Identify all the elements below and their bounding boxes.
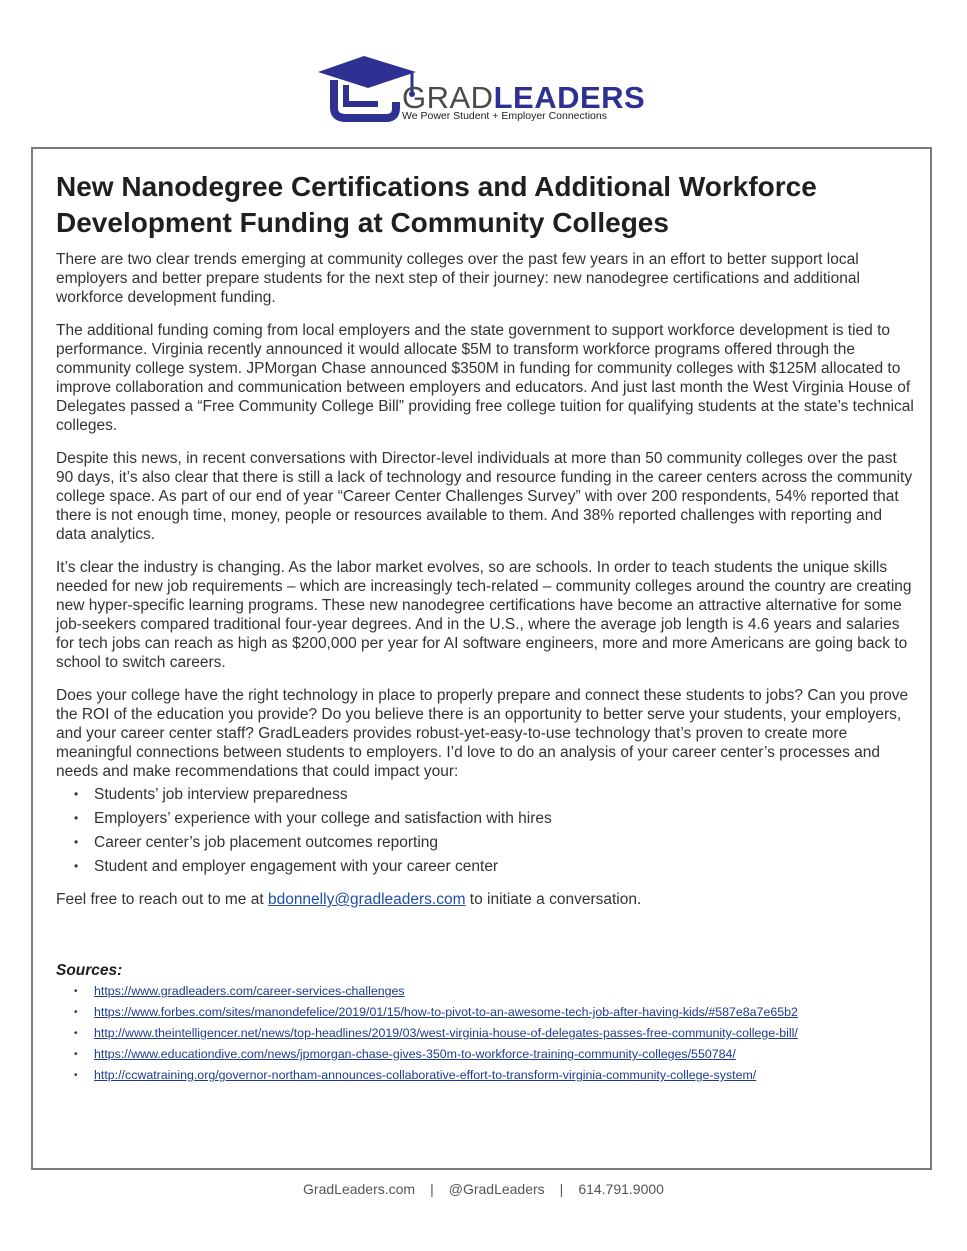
source-link[interactable]: https://www.gradleaders.com/career-services-challenges [94,984,405,998]
list-item-text: Student and employer engagement with your career center [94,858,499,875]
list-item [74,833,914,852]
impact-list [56,785,914,876]
article-title: New Nanodegree Certifications and Additional Workforce Development Funding at Community Colleges [56,171,817,238]
source-item [74,1005,914,1020]
footer-separator: | [559,1181,564,1197]
source-link[interactable]: https://www.educationdive.com/news/jpmorgan-chase-gives-350m-to-workforce-training-community-colleges/550784/ [94,1047,736,1061]
brand-suffix: LEADERS [493,80,646,115]
source-item [74,1026,914,1041]
bullet-icon: • [74,1049,78,1060]
paragraph: It’s clear the industry is changing. As the labor market evolves, so are schools. In order to teach students the unique skills needed for new job requirements – which are increasingly tech-related – community colleges around the country are creating new hyper-specific learning programs. These new nanodegree certifications have become an attractive alternative for some job-seekers compared traditional four-year degrees. And in the U.S., where the average job length is 4.6 years and salaries for tech jobs can reach as high as $200,000 per year for AI software engineers, more and more Americans are going back to school to switch careers. [56,559,912,671]
tagline: We Power Student + Employer Connections [402,110,607,122]
closing-line [56,890,914,909]
list-item-text: Career center’s job placement outcomes reporting [94,834,439,851]
paragraph: Does your college have the right technology in place to properly prepare and connect these students to jobs? Can you prove the ROI of the education you provide? Do you believe there is an opportunity to better serve your students, your employers, and your career center staff? GradLeaders provides robust-yet-easy-to-use technology that’s proven to create more meaningful connections between students to employers. I’d love to do an analysis of your career center’s processes and needs and make recommendations that could impact your: [56,687,909,780]
list-item [74,785,914,804]
source-link[interactable]: http://www.theintelligencer.net/news/top-headlines/2019/03/west-virginia-house-of-delegates-passes-free-community-college-bill/ [94,1026,798,1040]
footer-social: @GradLeaders [448,1181,545,1197]
source-link[interactable]: http://ccwatraining.org/governor-northam-announces-collaborative-effort-to-transform-virginia-community-college-system/ [94,1068,757,1082]
list-item-text: Employers’ experience with your college and satisfaction with hires [94,810,552,827]
footer-website: GradLeaders.com [303,1181,416,1197]
closing-suffix: to initiate a conversation. [465,891,642,908]
source-link[interactable]: https://www.forbes.com/sites/manondefelice/2019/01/15/how-to-pivot-to-an-awesome-tech-job-after-having-kids/#587e8a7e65b2 [94,1005,798,1019]
bullet-icon: • [74,1028,78,1039]
article-body [56,250,914,1089]
bullet-icon: • [74,1070,78,1081]
paragraph: There are two clear trends emerging at community colleges over the past few years in an effort to better support local employers and better prepare students for the next step of their journey: new nanodegree certifications and additional workforce development funding. [56,251,860,306]
footer-phone: 614.791.9000 [578,1181,664,1197]
sources-list [56,984,914,1083]
email-link[interactable]: bdonnelly@gradleaders.com [267,891,466,908]
bullet-icon: • [74,835,79,849]
bullet-icon: • [74,986,78,997]
bullet-icon: • [74,811,79,825]
source-item [74,984,914,999]
bullet-icon: • [74,787,79,801]
brand-prefix: GRAD [402,80,494,115]
page-footer [0,1181,967,1197]
gradleaders-logo [316,52,646,126]
footer-separator: | [430,1181,434,1197]
sources-heading: Sources: [56,962,123,979]
bullet-icon: • [74,1007,78,1018]
list-item [74,809,914,828]
paragraph: Despite this news, in recent conversations with Director-level individuals at more than 50 community colleges over the past 90 days, it’s also clear that there is still a lack of technology and resource funding in the career centers across the community college space. As part of our end of year “Career Center Challenges Survey” with over 200 respondents, 54% reported that there is not enough time, money, people or resources available to them. And 38% reported challenges with reporting and data analytics. [56,450,913,543]
list-item-text: Students’ job interview preparedness [94,786,348,803]
list-item [74,857,914,876]
bullet-icon: • [74,859,79,873]
paragraph: The additional funding coming from local employers and the state government to support workforce development is tied to performance. Virginia recently announced it would allocate $5M to transform workforce programs offered through the community college system. JPMorgan Chase announced $350M in funding for community colleges with $125M allocated to improve collaboration and communication between employers and educators. And just last month the West Virginia House of Delegates passed a “Free Community College Bill” providing free college tuition for qualifying students at the state’s technical colleges. [56,322,914,434]
source-item [74,1068,914,1083]
closing-prefix: Feel free to reach out to me at [56,891,268,908]
source-item [74,1047,914,1062]
